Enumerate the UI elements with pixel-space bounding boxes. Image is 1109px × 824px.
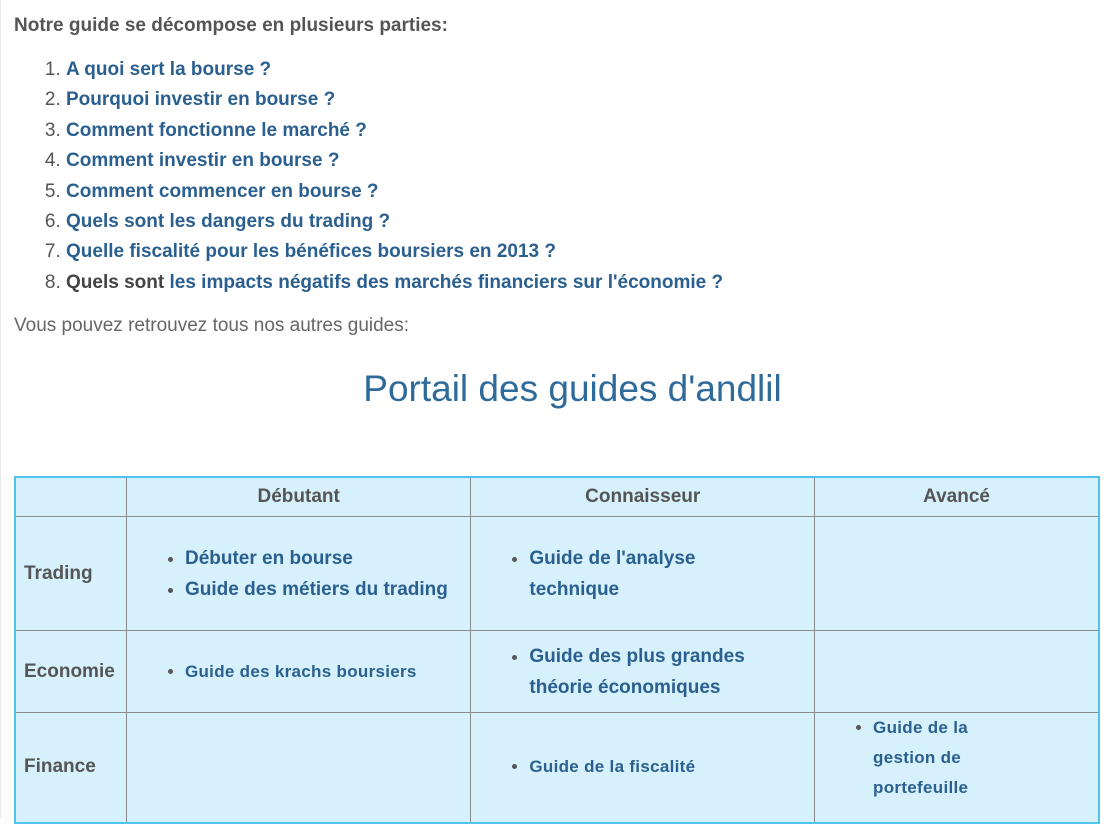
toc-item	[66, 207, 723, 237]
header-cell-empty	[15, 477, 126, 517]
cell-finance-connaisseur	[471, 713, 815, 823]
toc-link-6[interactable]: Quels sont les dangers du trading ?	[66, 210, 391, 232]
toc-item	[66, 55, 723, 85]
table-header-row	[15, 477, 1099, 517]
cell-economie-avance	[815, 631, 1099, 713]
list-item	[185, 657, 470, 687]
guide-list	[471, 543, 814, 605]
other-guides-text: Vous pouvez retrouvez tous nos autres guides:	[14, 315, 410, 336]
guide-table-of-contents	[14, 55, 723, 298]
cell-economie-debutant	[126, 631, 470, 713]
guide-link-gestion-portefeuille[interactable]: Guide de la gestion de portefeuille	[873, 718, 969, 797]
toc-item	[66, 177, 723, 207]
toc-item	[66, 146, 723, 176]
cell-trading-debutant	[126, 517, 470, 631]
guide-link-theories-economiques[interactable]: Guide des plus grandes théorie économiques	[529, 645, 745, 698]
row-label-economie: Economie	[15, 631, 126, 713]
guide-link-krachs-boursiers[interactable]: Guide des krachs boursiers	[184, 661, 417, 681]
guide-list	[471, 752, 814, 782]
toc-item	[66, 268, 723, 298]
toc-link-2[interactable]: Pourquoi investir en bourse ?	[66, 89, 336, 111]
cell-finance-debutant	[126, 713, 470, 823]
table-row-finance	[15, 713, 1099, 823]
table-row-economie	[15, 631, 1099, 713]
guide-list	[815, 713, 1098, 803]
intro-heading: Notre guide se décompose en plusieurs parties:	[14, 15, 448, 36]
guides-table	[14, 476, 1100, 824]
table-row-trading	[15, 517, 1099, 631]
list-item	[185, 574, 470, 605]
list-item	[873, 713, 988, 803]
toc-link-4[interactable]: Comment investir en bourse ?	[66, 150, 340, 172]
toc-link-5[interactable]: Comment commencer en bourse ?	[66, 180, 379, 202]
row-label-trading: Trading	[15, 517, 126, 631]
guide-link-analyse-technique[interactable]: Guide de l'analyse technique	[529, 547, 696, 600]
toc-link-3[interactable]: Comment fonctionne le marché ?	[66, 119, 367, 141]
list-item	[529, 752, 814, 782]
list-item	[185, 543, 470, 574]
list-item	[529, 641, 774, 703]
toc-link-7[interactable]: Quelle fiscalité pour les bénéfices boursiers en 2013 ?	[66, 241, 556, 263]
guide-list	[127, 657, 470, 687]
guide-link-fiscalite[interactable]: Guide de la fiscalité	[529, 757, 696, 777]
toc-link-1[interactable]: A quoi sert la bourse ?	[66, 59, 272, 80]
list-item	[529, 543, 754, 605]
cell-trading-connaisseur	[471, 517, 815, 631]
toc-item	[66, 116, 723, 146]
header-debutant: Débutant	[126, 477, 470, 517]
cell-finance-avance	[815, 713, 1099, 823]
cell-trading-avance	[815, 517, 1099, 631]
row-label-finance: Finance	[15, 713, 126, 823]
guide-link-debuter-en-bourse[interactable]: Débuter en bourse	[184, 547, 353, 569]
portal-title: Portail des guides d'andlil	[363, 368, 782, 409]
toc-link-8[interactable]: les impacts négatifs des marchés financiers sur l'économie ?	[169, 271, 724, 293]
toc-item-prefix: Quels sont	[66, 271, 170, 293]
header-avance: Avancé	[815, 477, 1099, 517]
cell-economie-connaisseur	[471, 631, 815, 713]
header-connaisseur: Connaisseur	[471, 477, 815, 517]
guide-link-metiers-du-trading[interactable]: Guide des métiers du trading	[184, 578, 448, 600]
toc-item	[66, 85, 723, 115]
toc-item	[66, 237, 723, 267]
guide-list	[127, 543, 470, 605]
guide-list	[471, 641, 814, 703]
